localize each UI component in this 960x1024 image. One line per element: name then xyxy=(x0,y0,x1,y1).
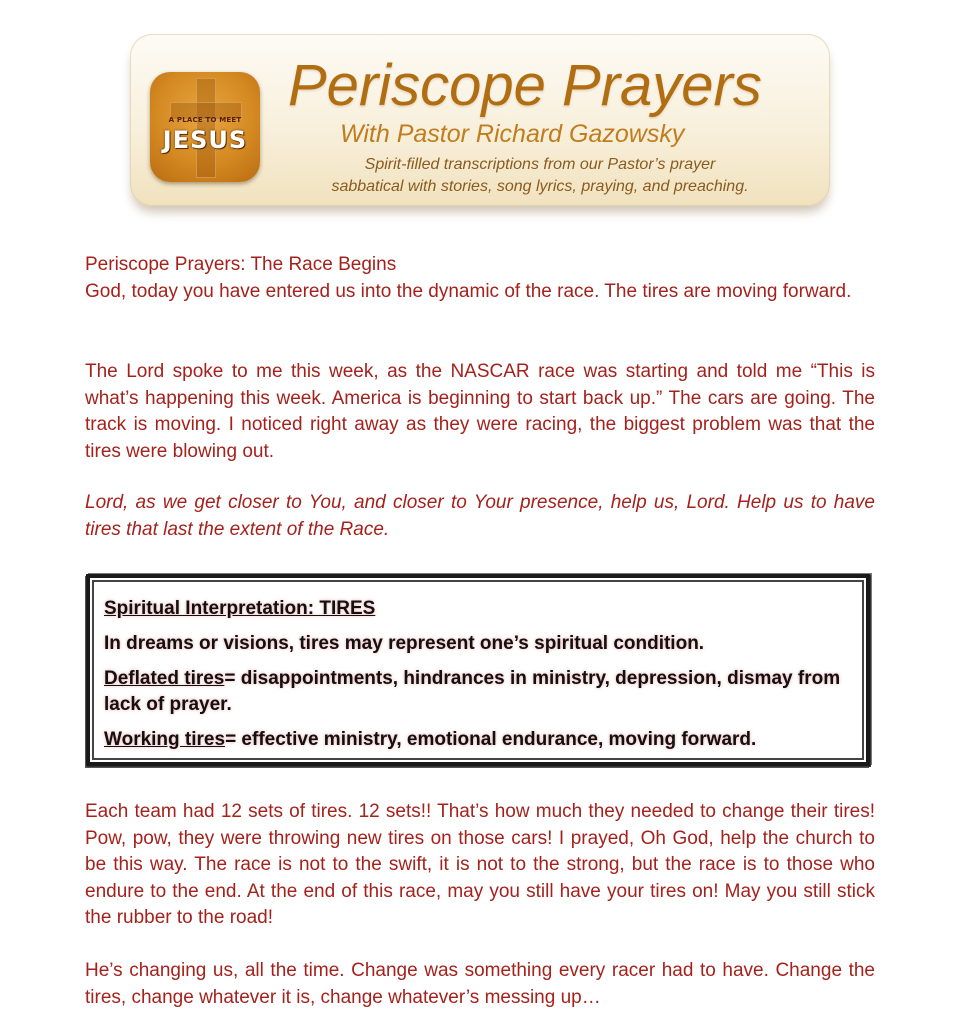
banner-title: Periscope Prayers xyxy=(288,53,762,118)
logo-big-text: JESUS xyxy=(162,126,248,154)
interpretation-heading: Spiritual Interpretation: TIRES xyxy=(104,598,376,619)
working-text: = effective ministry, emotional endurance, moving forward. xyxy=(225,729,757,750)
article-intro xyxy=(85,252,875,305)
logo-small-text: A PLACE TO MEET xyxy=(168,116,242,124)
tagline-line-1: Spirit-filled transcriptions from our Pastor’s prayer xyxy=(364,156,716,173)
interpretation-working xyxy=(104,727,864,753)
article-paragraph-1: God, today you have entered us into the dynamic of the race. The tires are moving forward. xyxy=(85,280,852,302)
prayer-paragraph: Lord, as we get closer to You, and closer to Your presence, help us, Lord. Help us to have tires that last the extent of the Race. xyxy=(85,492,875,540)
deflated-term: Deflated tires xyxy=(104,668,225,689)
working-term: Working tires xyxy=(104,729,226,750)
article-heading: Periscope Prayers: The Race Begins xyxy=(85,254,397,275)
interpretation-line-1: In dreams or visions, tires may represent one’s spiritual condition. xyxy=(104,633,705,654)
interpretation-box xyxy=(86,574,870,766)
jesus-logo xyxy=(150,72,260,182)
article-paragraph-3: Each team had 12 sets of tires. 12 sets!! That’s how much they needed to change their tires! Pow, pow, they were throwing new tires on those cars! I prayed, Oh God, help the church to be this way. The race is not to the swift, it is not to the strong, but the race is to those who endure to the end. At the end of this race, may you still have your tires on! May you still stick the rubber to the road! xyxy=(85,801,875,928)
banner-subtitle: With Pastor Richard Gazowsky xyxy=(340,120,685,148)
article-paragraph-4: He’s changing us, all the time. Change was something every racer had to have. Change the tires, change whatever it is, change whatever’s messing up… xyxy=(85,960,875,1008)
article-paragraph-2: The Lord spoke to me this week, as the NASCAR race was starting and told me “This is what’s happening this week. America is beginning to start back up.” The cars are going. The track is moving. I noticed right away as they were racing, the biggest problem was that the tires were blowing out. xyxy=(85,361,875,462)
interpretation-content xyxy=(104,596,864,753)
banner-tagline xyxy=(260,154,820,198)
interpretation-deflated xyxy=(104,666,864,718)
tagline-line-2: sabbatical with stories, song lyrics, praying, and preaching. xyxy=(331,178,749,195)
deflated-text: = disappointments, hindrances in ministry, depression, dismay from lack of prayer. xyxy=(104,668,841,715)
header-banner xyxy=(130,34,830,206)
